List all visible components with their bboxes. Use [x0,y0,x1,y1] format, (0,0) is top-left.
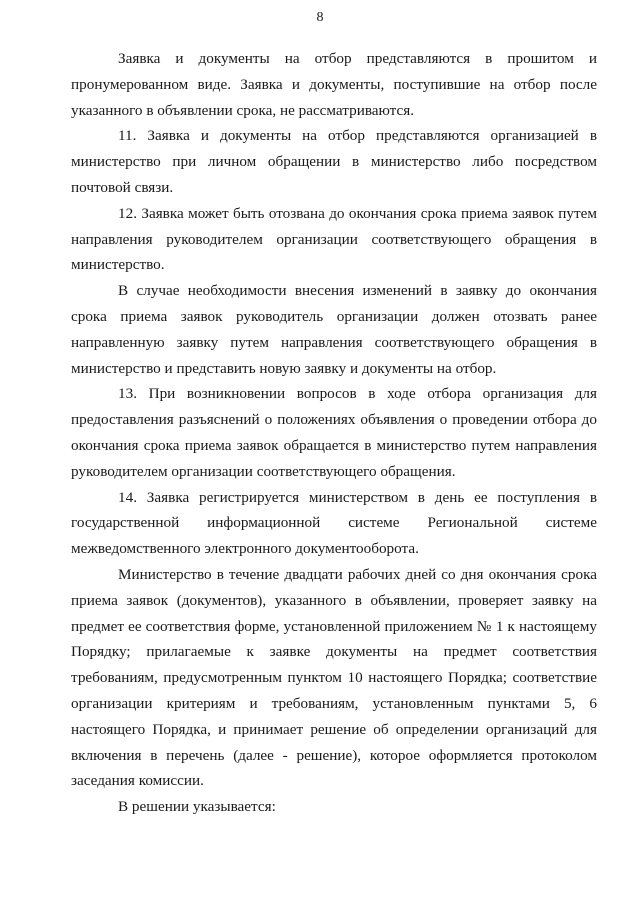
paragraph: 11. Заявка и документы на отбор представляются организацией в министерство при личном обращении в министерство либо посредством почтовой связи. [71,127,597,196]
paragraph: В случае необходимости внесения изменений в заявку до окончания срока приема заявок руководитель организации должен отозвать ранее направленную заявку путем направления соответствующего обращения в министерство и представить новую заявку и документы на отбор. [71,282,597,377]
page-number: 8 [316,10,324,25]
paragraph: 12. Заявка может быть отозвана до окончания срока приема заявок путем направления руководителем организации соответствующего обращения в министерство. [71,204,597,274]
paragraph: 13. При возникновении вопросов в ходе отбора организация для предоставления разъяснений о положениях объявления о проведении отбора до окончания срока приема заявок обращается в министерство путем направления руководителем организации соответствующего обращения. [71,385,597,480]
paragraph: Заявка и документы на отбор представляются в прошитом и пронумерованном виде. Заявка и документы, поступившие на отбор после указанного в объявлении срока, не рассматриваются. [71,50,597,119]
paragraph: 14. Заявка регистрируется министерством в день ее поступления в государственной информационной системе Региональной системе межведомственного электронного документооборота. [71,488,597,558]
document-body [71,46,597,820]
paragraph: Министерство в течение двадцати рабочих дней со дня окончания срока приема заявок (документов), указанного в объявлении, проверяет заявку на предмет ее соответствия форме, установленной приложением № 1 к настоящему Порядку; прилагаемые к заявке документы на предмет соответствия требованиям, предусмотренным пунктом 10 настоящего Порядка; соответствие организации критериям и требованиям, установленным пунктами 5, 6 настоящего Порядка, и принимает решение об определении организаций для включения в перечень (далее - решение), которое оформляется протоколом заседания комиссии. [71,565,597,790]
paragraph: В решении указывается: [118,798,276,816]
